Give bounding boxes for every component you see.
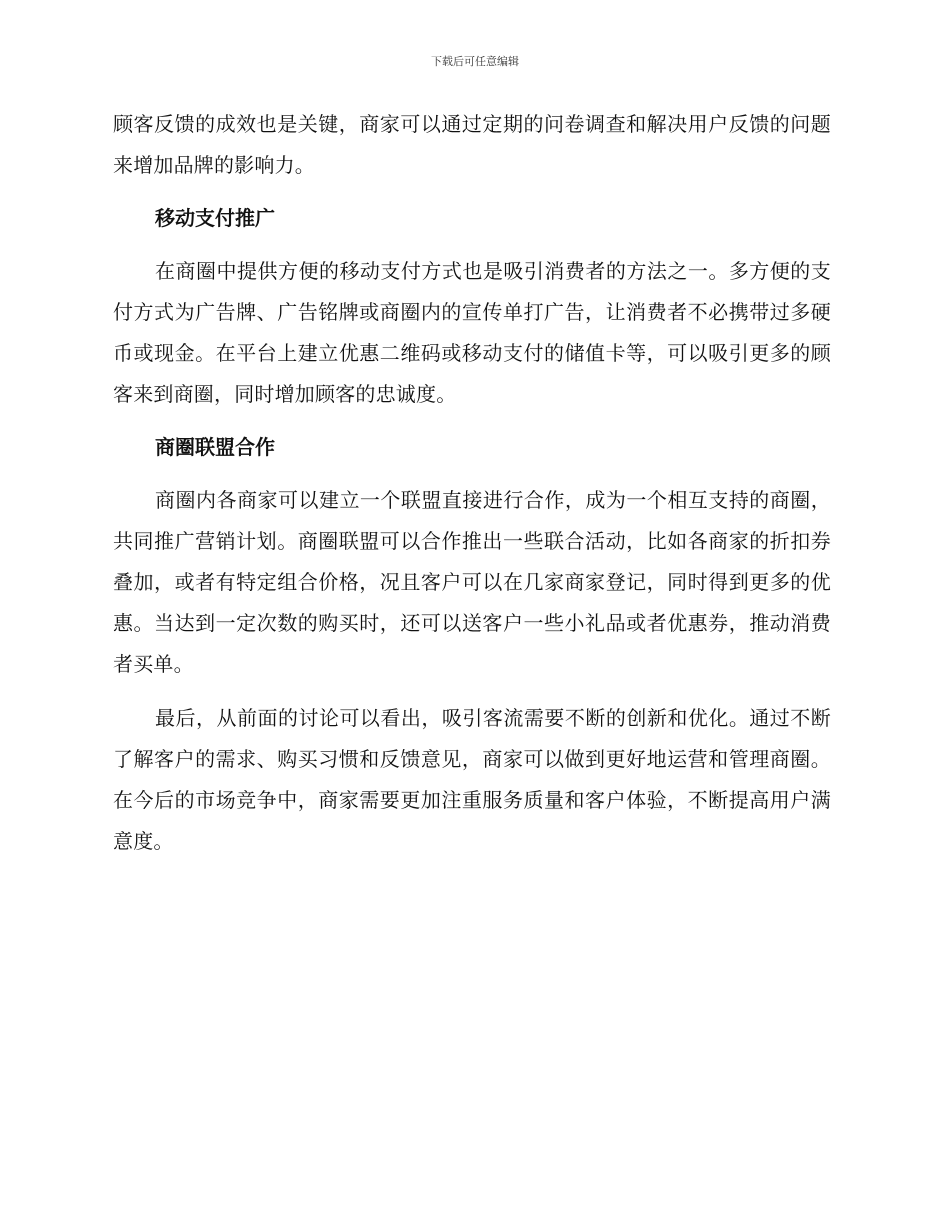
intro-paragraph: 顾客反馈的成效也是关键，商家可以通过定期的问卷调查和解决用户反馈的问题来增加品牌的影响力。	[113, 112, 831, 177]
section-heading-alliance: 商圈联盟合作	[155, 435, 275, 459]
document-body	[113, 104, 831, 862]
paragraph-alliance: 商圈内各商家可以建立一个联盟直接进行合作，成为一个相互支持的商圈，共同推广营销计划。商圈联盟可以合作推出一些联合活动，比如各商家的折扣券叠加，或者有特定组合价格，况且客户可以在几家商家登记，同时得到更多的优惠。当达到一定次数的购买时，还可以送客户一些小礼品或者优惠券，推动消费者买单。	[113, 488, 831, 676]
paragraph-mobile-payment: 在商圈中提供方便的移动支付方式也是吸引消费者的方法之一。多方便的支付方式为广告牌、广告铭牌或商圈内的宣传单打广告，让消费者不必携带过多硬币或现金。在平台上建立优惠二维码或移动支付的储值卡等，可以吸引更多的顾客来到商圈，同时增加顾客的忠诚度。	[113, 259, 831, 406]
section-heading-mobile-payment: 移动支付推广	[155, 206, 275, 230]
paragraph-conclusion: 最后，从前面的讨论可以看出，吸引客流需要不断的创新和优化。通过不断了解客户的需求、购买习惯和反馈意见，商家可以做到更好地运营和管理商圈。在今后的市场竞争中，商家需要更加注重服务质量和客户体验，不断提高用户满意度。	[113, 706, 831, 853]
header-note: 下载后可任意编辑	[431, 55, 519, 68]
